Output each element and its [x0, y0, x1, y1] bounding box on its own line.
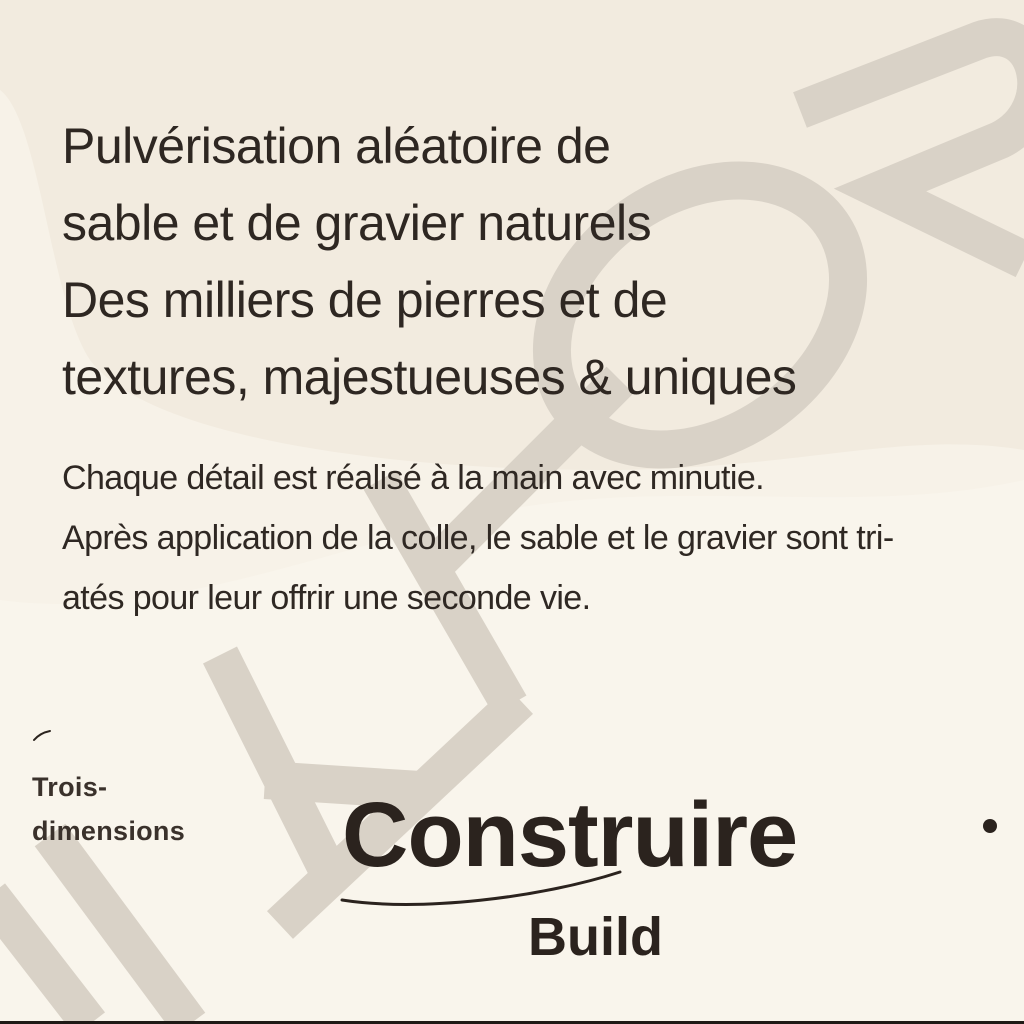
side-label-line: dimensions [32, 816, 186, 846]
headline-line: sable et de gravier naturels [62, 195, 652, 251]
headline [62, 108, 992, 416]
brand-subtitle: Build [528, 907, 663, 967]
description [62, 448, 992, 628]
headline-line: Pulvérisation aléatoire de [62, 118, 611, 174]
side-label [32, 765, 185, 853]
description-line: Après application de la colle, le sable et le gravier sont tri- [62, 519, 894, 557]
description-line: atés pour leur offrir une seconde vie. [62, 579, 591, 617]
headline-line: Des milliers de pierres et de [62, 272, 668, 328]
description-line: Chaque détail est réalisé à la main avec minutie. [62, 459, 764, 497]
side-label-line: Trois- [32, 772, 108, 802]
headline-line: textures, majestueuses & uniques [62, 349, 797, 405]
brand-title: Construire [342, 784, 798, 886]
